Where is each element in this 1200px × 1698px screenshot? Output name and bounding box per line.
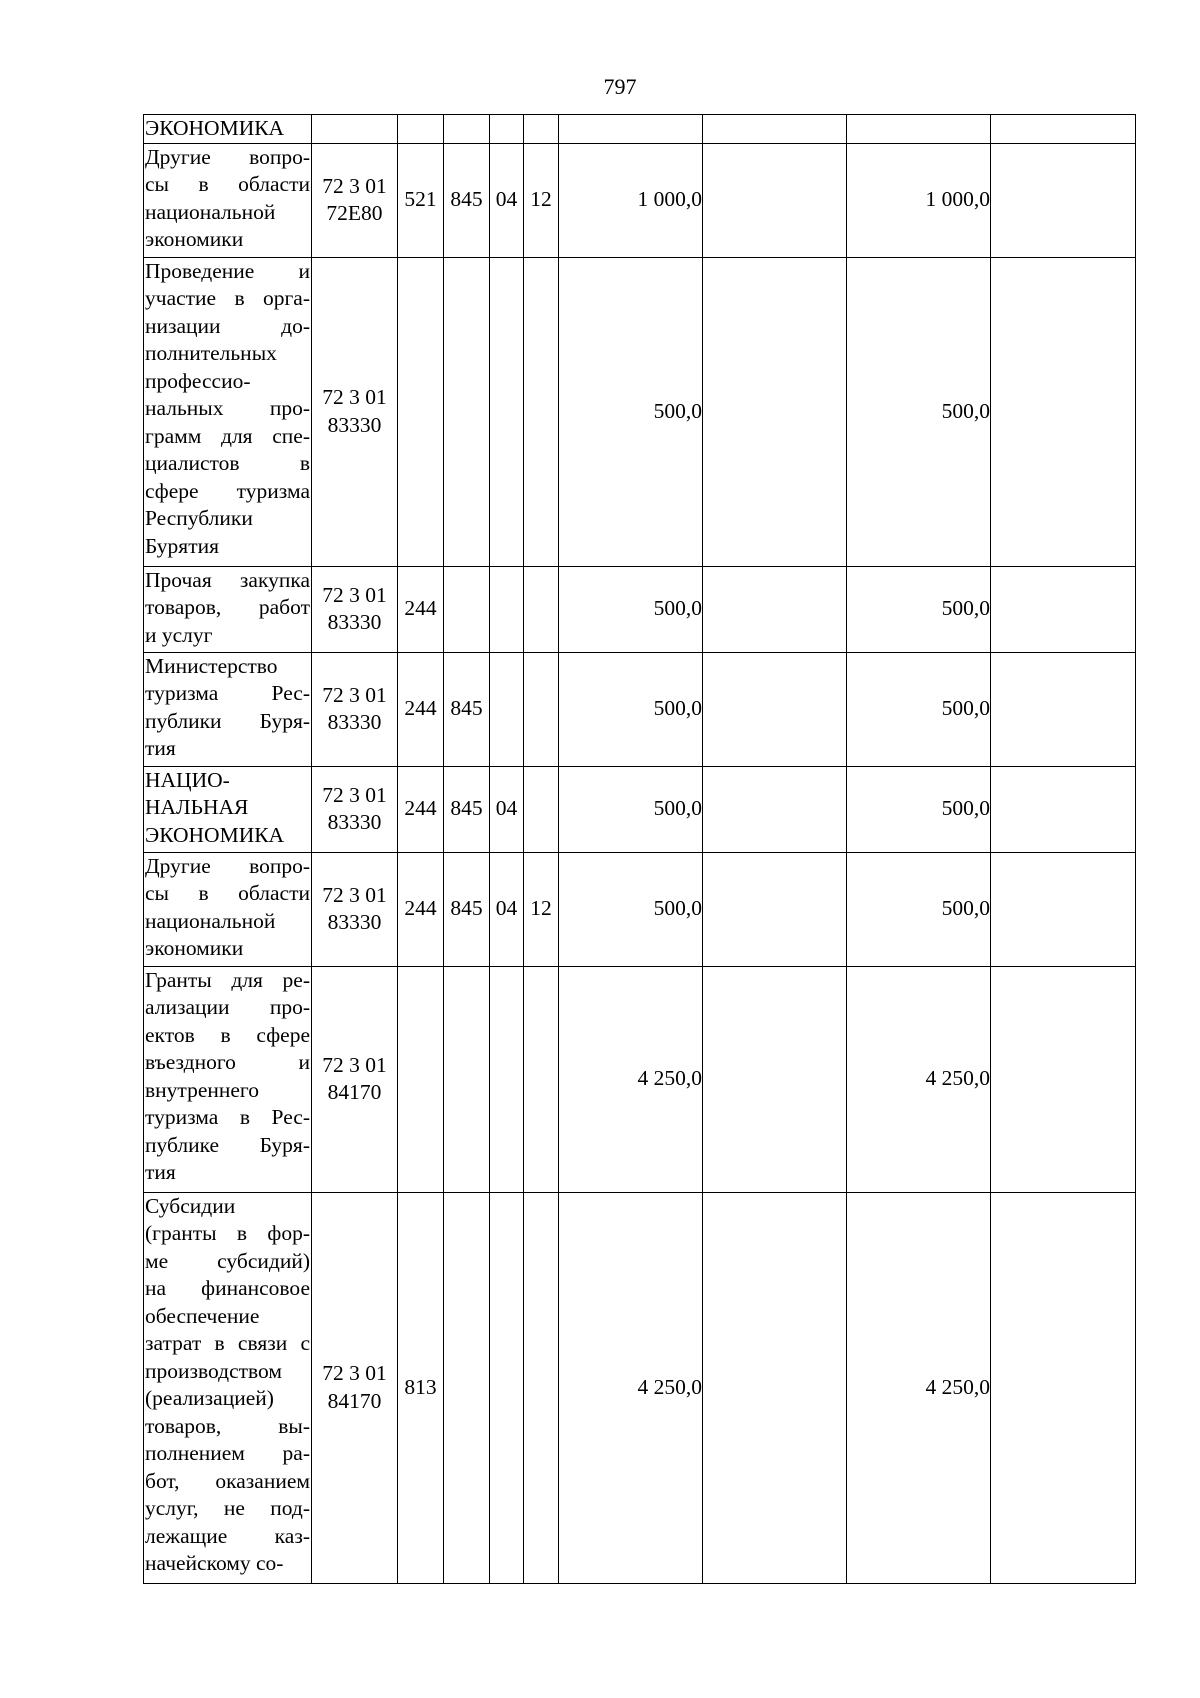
amount-cell-1: 500,0: [559, 566, 703, 652]
amount-cell-3: [847, 115, 991, 144]
item-name-cell: [144, 257, 312, 566]
item-name-line: начейскому со-: [145, 1551, 284, 1575]
amount-cell-1: 500,0: [559, 766, 703, 852]
item-name-cell: [144, 115, 312, 144]
item-name-line: ализации про-: [145, 995, 310, 1019]
target-article-line: 83330: [327, 810, 382, 834]
target-article-line: 72 3 01: [322, 582, 387, 607]
budget-table: [143, 114, 1136, 1584]
section-cell: 04: [490, 143, 524, 257]
item-name-line: ЭКОНОМИКА: [145, 822, 285, 847]
item-name-line: услуг, не под-: [145, 1496, 310, 1520]
target-article-line: 72 3 01: [322, 385, 387, 409]
target-article-cell: [312, 766, 398, 852]
item-name-line: бот, оказанием: [145, 1468, 310, 1493]
amount-cell-3: 4 250,0: [847, 966, 991, 1192]
item-name-cell: [144, 966, 312, 1192]
table-row: [144, 566, 1136, 652]
amount-cell-1: 500,0: [559, 257, 703, 566]
target-article-cell: [312, 566, 398, 652]
item-name-line: ектов в сфере: [145, 1022, 310, 1047]
target-article-cell: [312, 852, 398, 966]
item-name-cell: [144, 766, 312, 852]
amount-cell-3: 500,0: [847, 766, 991, 852]
item-name-line: лежащие каз-: [145, 1523, 310, 1548]
item-name-line: полнительных: [145, 341, 277, 365]
ministry-code-cell: 845: [444, 652, 490, 766]
item-name-cell: [144, 566, 312, 652]
target-article-cell: [312, 143, 398, 257]
item-name-line: Министерство: [145, 653, 278, 678]
target-article-line: 72 3 01: [322, 1361, 387, 1385]
expense-type-cell: [398, 115, 444, 144]
item-name-line: экономики: [145, 227, 244, 251]
item-name-line: туризма Рес-: [145, 681, 310, 705]
item-name-line: Республики: [145, 506, 253, 530]
ministry-code-cell: [444, 566, 490, 652]
table-row: [144, 652, 1136, 766]
amount-cell-4: [991, 1192, 1136, 1583]
item-name-line: публики Буря-: [145, 708, 310, 733]
item-name-cell: [144, 1192, 312, 1583]
item-name-line: циалистов в: [145, 451, 310, 475]
target-article-line: 72 3 01: [322, 682, 387, 707]
item-name-line: обеспечение: [145, 1303, 260, 1328]
item-name-line: Бурятия: [145, 533, 219, 558]
item-name-line: ЭКОНОМИКА: [145, 116, 285, 140]
item-name-line: затрат в связи с: [145, 1331, 310, 1355]
amount-cell-1: 500,0: [559, 852, 703, 966]
item-name-line: Гранты для ре-: [145, 967, 310, 992]
ministry-code-cell: 845: [444, 852, 490, 966]
section-cell: [490, 566, 524, 652]
amount-cell-3: 500,0: [847, 566, 991, 652]
table-row: [144, 966, 1136, 1192]
table-row: [144, 1192, 1136, 1583]
subsection-cell: [524, 115, 559, 144]
table-row: [144, 766, 1136, 852]
item-name-line: тия: [145, 1160, 176, 1184]
amount-cell-4: [991, 115, 1136, 144]
item-name-line: грамм для спе-: [145, 423, 310, 448]
section-cell: 04: [490, 852, 524, 966]
amount-cell-2: [703, 766, 847, 852]
item-name-line: въездного и: [145, 1050, 310, 1074]
item-name-line: нальных про-: [145, 396, 310, 420]
ministry-code-cell: 845: [444, 143, 490, 257]
amount-cell-2: [703, 257, 847, 566]
section-cell: 04: [490, 766, 524, 852]
item-name-line: товаров, вы-: [145, 1413, 310, 1438]
target-article-line: 83330: [327, 412, 382, 437]
amount-cell-2: [703, 966, 847, 1192]
target-article-cell: [312, 257, 398, 566]
target-article-line: 84170: [327, 1080, 382, 1104]
expense-type-cell: 244: [398, 652, 444, 766]
amount-cell-3: 500,0: [847, 257, 991, 566]
target-article-line: 83330: [327, 710, 382, 734]
item-name-line: сы в области: [145, 881, 310, 905]
item-name-line: экономики: [145, 936, 244, 960]
item-name-line: сфере туризма: [145, 478, 310, 503]
item-name-line: публике Буря-: [145, 1132, 310, 1157]
item-name-line: низации до-: [145, 313, 310, 338]
amount-cell-1: 500,0: [559, 652, 703, 766]
amount-cell-2: [703, 566, 847, 652]
subsection-cell: [524, 966, 559, 1192]
ministry-code-cell: [444, 115, 490, 144]
item-name-line: НАЦИО-: [145, 767, 230, 792]
item-name-cell: [144, 143, 312, 257]
target-article-line: 72Е80: [326, 201, 383, 225]
table-body: [144, 115, 1136, 1584]
amount-cell-4: [991, 852, 1136, 966]
item-name-line: и услуг: [145, 622, 213, 647]
ministry-code-cell: [444, 966, 490, 1192]
item-name-line: Другие вопро-: [145, 853, 310, 878]
target-article-line: 72 3 01: [322, 1052, 387, 1077]
section-cell: [490, 966, 524, 1192]
item-name-line: НАЛЬНАЯ: [145, 795, 249, 819]
table-row: [144, 852, 1136, 966]
amount-cell-4: [991, 143, 1136, 257]
subsection-cell: [524, 566, 559, 652]
item-name-line: тия: [145, 736, 176, 760]
amount-cell-1: 4 250,0: [559, 1192, 703, 1583]
amount-cell-4: [991, 966, 1136, 1192]
target-article-line: 72 3 01: [322, 173, 387, 198]
ministry-code-cell: [444, 1192, 490, 1583]
expense-type-cell: [398, 257, 444, 566]
page-number: 797: [603, 74, 637, 99]
section-cell: [490, 652, 524, 766]
item-name-line: производством: [145, 1358, 282, 1383]
section-cell: [490, 257, 524, 566]
item-name-line: товаров, работ: [145, 595, 310, 619]
expense-type-cell: 521: [398, 143, 444, 257]
item-name-line: внутреннего: [145, 1077, 259, 1102]
expense-type-cell: 244: [398, 566, 444, 652]
item-name-line: на финансовое: [145, 1276, 310, 1300]
target-article-line: 83330: [327, 610, 382, 634]
item-name-line: национальной: [145, 908, 276, 933]
item-name-cell: [144, 652, 312, 766]
item-name-line: (реализацией): [145, 1386, 274, 1410]
item-name-line: сы в области: [145, 172, 310, 196]
amount-cell-1: [559, 115, 703, 144]
expense-type-cell: 244: [398, 852, 444, 966]
table-row: [144, 115, 1136, 144]
ministry-code-cell: [444, 257, 490, 566]
section-cell: [490, 1192, 524, 1583]
subsection-cell: [524, 1192, 559, 1583]
target-article-cell: [312, 1192, 398, 1583]
item-name-line: Другие вопро-: [145, 144, 310, 169]
amount-cell-2: [703, 143, 847, 257]
amount-cell-2: [703, 652, 847, 766]
target-article-cell: [312, 652, 398, 766]
item-name-line: участие в орга-: [145, 286, 310, 310]
amount-cell-1: 4 250,0: [559, 966, 703, 1192]
amount-cell-2: [703, 852, 847, 966]
subsection-cell: 12: [524, 852, 559, 966]
amount-cell-3: 500,0: [847, 652, 991, 766]
item-name-line: Прочая закупка: [145, 567, 310, 592]
target-article-line: 84170: [327, 1388, 382, 1413]
expense-type-cell: [398, 966, 444, 1192]
item-name-line: профессио-: [145, 368, 251, 393]
amount-cell-2: [703, 1192, 847, 1583]
expense-type-cell: 813: [398, 1192, 444, 1583]
item-name-line: Субсидии: [145, 1193, 236, 1218]
amount-cell-4: [991, 566, 1136, 652]
item-name-line: туризма в Рес-: [145, 1105, 310, 1129]
section-cell: [490, 115, 524, 144]
subsection-cell: [524, 652, 559, 766]
expense-type-cell: 244: [398, 766, 444, 852]
subsection-cell: [524, 257, 559, 566]
item-name-line: полнением ра-: [145, 1441, 310, 1465]
table-row: [144, 257, 1136, 566]
ministry-code-cell: 845: [444, 766, 490, 852]
subsection-cell: [524, 766, 559, 852]
item-name-line: Проведение и: [145, 258, 310, 283]
amount-cell-1: 1 000,0: [559, 143, 703, 257]
item-name-line: ме субсидий): [145, 1248, 310, 1273]
target-article-line: 72 3 01: [322, 882, 387, 907]
amount-cell-4: [991, 766, 1136, 852]
amount-cell-4: [991, 652, 1136, 766]
item-name-line: (гранты в фор-: [145, 1221, 310, 1245]
item-name-line: национальной: [145, 199, 276, 224]
amount-cell-3: 4 250,0: [847, 1192, 991, 1583]
amount-cell-3: 500,0: [847, 852, 991, 966]
amount-cell-3: 1 000,0: [847, 143, 991, 257]
amount-cell-4: [991, 257, 1136, 566]
amount-cell-2: [703, 115, 847, 144]
item-name-cell: [144, 852, 312, 966]
target-article-cell: [312, 115, 398, 144]
target-article-cell: [312, 966, 398, 1192]
subsection-cell: 12: [524, 143, 559, 257]
target-article-line: 83330: [327, 910, 382, 934]
target-article-line: 72 3 01: [322, 782, 387, 807]
table-row: [144, 143, 1136, 257]
